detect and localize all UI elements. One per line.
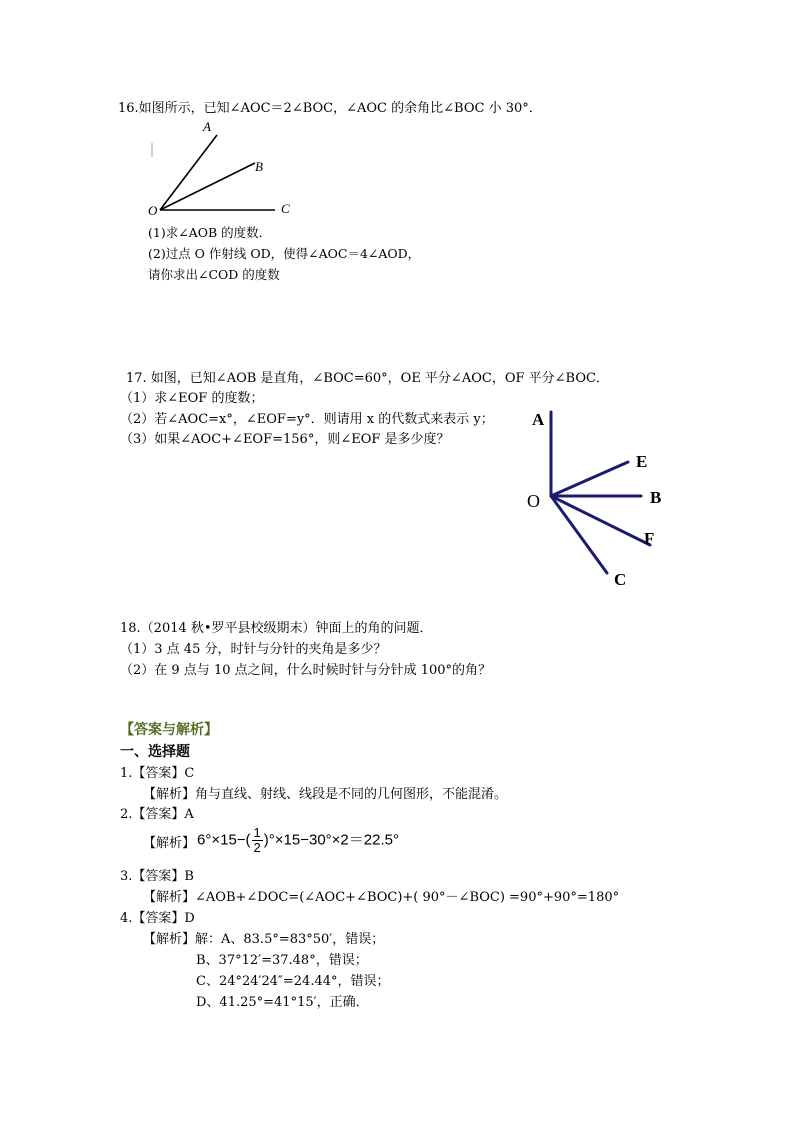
q16-part1: (1)求∠AOB 的度数． <box>148 225 272 240</box>
ray-of <box>551 496 650 545</box>
q17-stem: 17. 如图，已知∠AOB 是直角，∠BOC=60°，OE 平分∠AOC，OF 平分∠BOC． <box>126 371 609 386</box>
answer-4-head: 4.【答案】D <box>120 911 195 926</box>
ray-oe <box>551 462 628 496</box>
label-o: O <box>527 491 540 511</box>
q16-part2b: 请你求出∠COD 的度数 <box>148 267 280 282</box>
answer-1-explanation: 【解析】角与直线、射线、线段是不同的几何图形，不能混淆。 <box>143 787 508 802</box>
q18-part1: （1）3 点 45 分，时针与分针的夹角是多少？ <box>120 642 387 657</box>
q17-part1: （1）求∠EOF 的度数； <box>120 391 264 406</box>
label-f: F <box>644 529 655 548</box>
label-a: A <box>532 410 545 429</box>
label-a: A <box>203 119 211 134</box>
label-c: C <box>614 570 627 589</box>
answer-4-option-d: D、41.25°=41°15′，正确． <box>196 995 369 1010</box>
ray-oc <box>551 496 607 573</box>
q17-angle-figure <box>520 400 680 595</box>
label-o: O <box>148 203 158 218</box>
ray-oa <box>160 135 217 210</box>
answer-2-label: 【解析】 <box>143 836 196 851</box>
q17-part3: （3）如果∠AOC+∠EOF=156°，则∠EOF 是多少度？ <box>120 432 450 447</box>
fraction-denominator: 2 <box>253 840 261 855</box>
answer-4-option-c: C、24°24′24″=24.44°，错误； <box>196 974 390 989</box>
label-b: B <box>255 159 263 174</box>
q17-part2: （2）若∠AOC=x°，∠EOF=y°．则请用 x 的代数式来表示 y； <box>120 412 494 427</box>
answers-title: 【答案与解析】 <box>120 722 218 738</box>
section-choice: 一、选择题 <box>120 744 190 760</box>
label-e: E <box>636 452 648 471</box>
label-c: C <box>281 201 290 216</box>
label-b: B <box>650 488 662 507</box>
q18-part2: （2）在 9 点与 10 点之间，什么时候时针与分针成 100°的角？ <box>120 663 492 678</box>
answer-2-formula <box>197 826 399 855</box>
formula-pre: 6°×15−( <box>197 831 251 849</box>
formula-post: )°×15−30°×2＝22.5° <box>263 831 399 849</box>
answer-3-head: 3.【答案】B <box>120 869 194 884</box>
answer-2-head: 2.【答案】A <box>120 807 194 822</box>
q16-part2: (2)过点 O 作射线 OD，使得∠AOC＝4∠AOD， <box>148 246 421 261</box>
answer-4-option-b: B、37°12′=37.48°，错误； <box>196 953 368 968</box>
q16-angle-figure <box>140 115 300 225</box>
q16-stem: 16.如图所示，已知∠AOC＝2∠BOC，∠AOC 的余角比∠BOC 小 30°． <box>118 101 542 116</box>
answer-1-head: 1.【答案】C <box>120 766 195 781</box>
formula-fraction <box>252 826 263 855</box>
fraction-numerator: 1 <box>253 825 261 840</box>
answer-3-explanation: 【解析】∠AOB+∠DOC=(∠AOC+∠BOC)+( 90°－∠BOC) =90°+90°=180° <box>143 890 620 905</box>
q18-stem: 18.（2014 秋•罗平县校级期末）钟面上的角的问题． <box>120 621 433 636</box>
answer-4-explanation: 【解析】解：A、83.5°=83°50′，错误； <box>143 932 385 947</box>
ray-ob <box>160 163 255 210</box>
